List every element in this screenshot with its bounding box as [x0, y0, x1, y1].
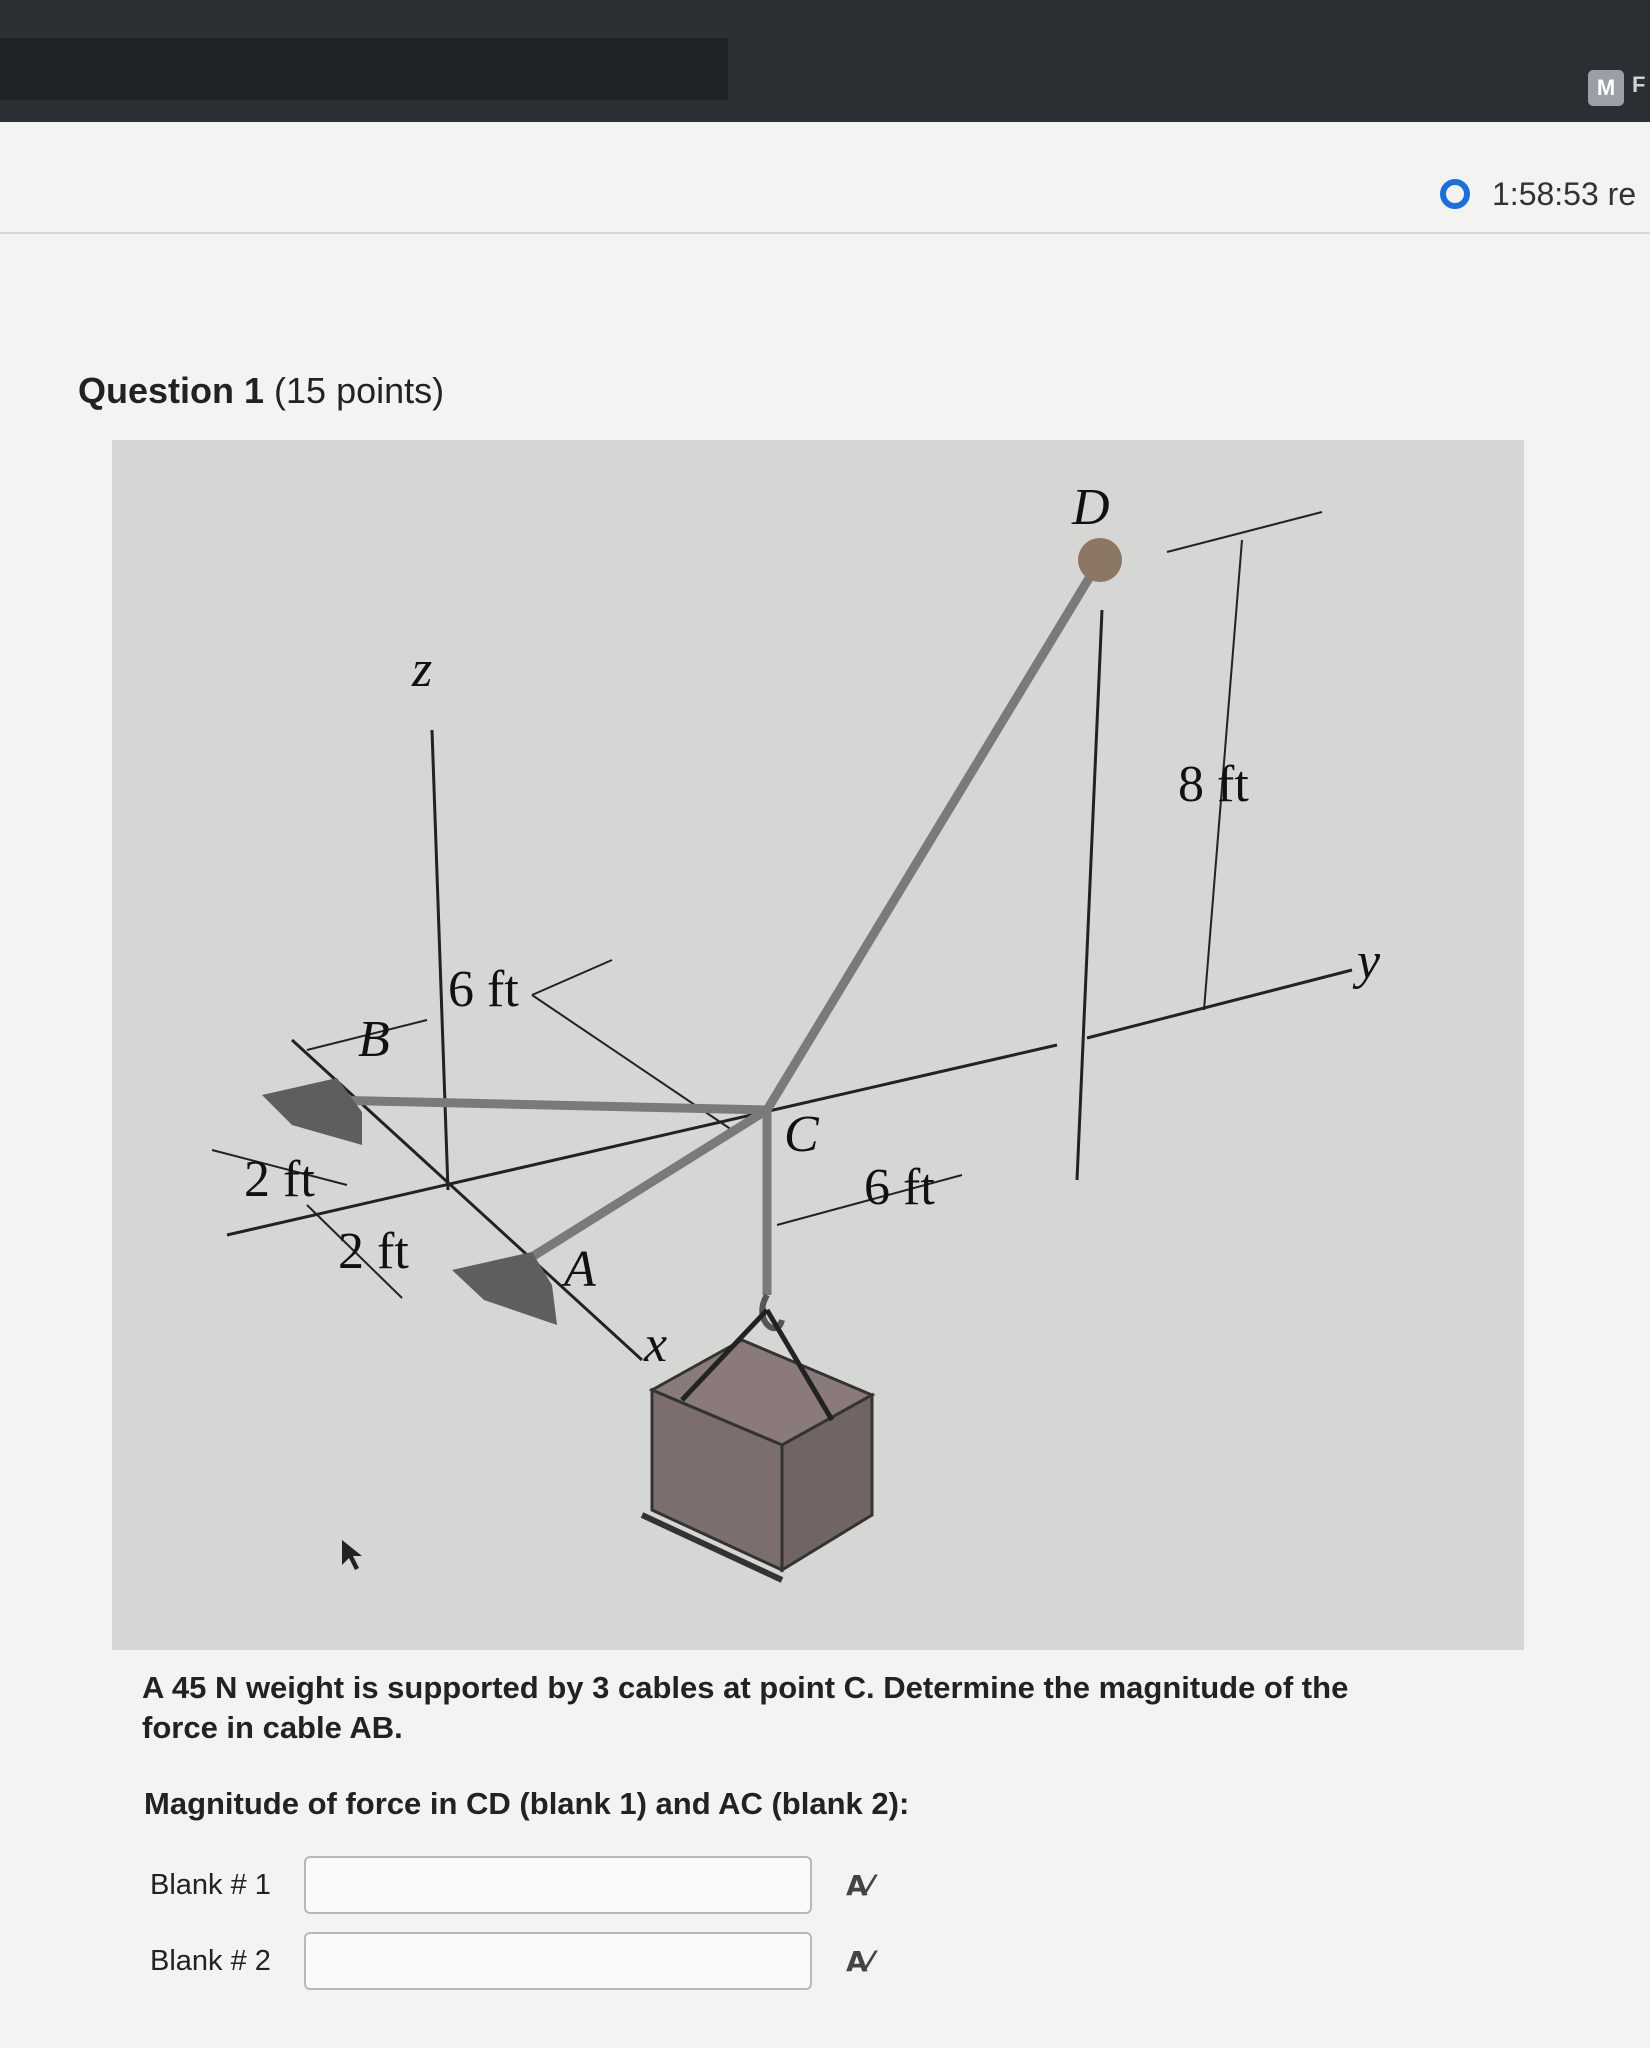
question-prompt: A 45 N weight is supported by 3 cables at point C. Determine the magnitude of the force in cable AB.	[142, 1670, 1349, 1745]
blank-1-label: Blank # 1	[150, 1868, 271, 1901]
blank-row-2	[150, 1932, 872, 1990]
user-avatar[interactable]: M	[1588, 70, 1624, 106]
bracket-b	[262, 1078, 362, 1145]
z-axis	[432, 730, 448, 1190]
y-axis-far	[1087, 970, 1352, 1038]
label-a: A	[564, 1241, 596, 1298]
cable-bc	[327, 1100, 767, 1110]
cable-cd	[767, 565, 1097, 1110]
label-d: D	[1072, 479, 1110, 536]
mouse-cursor-icon	[342, 1540, 362, 1570]
dim-arrow-6ft-top	[532, 960, 612, 995]
spell-check-icon[interactable]: A⁄	[846, 1868, 873, 1902]
timer-text: 1:58:53 re	[1492, 175, 1637, 212]
spell-check-icon[interactable]: A⁄	[846, 1944, 873, 1978]
label-x: x	[644, 1316, 668, 1373]
question-points: (15 points)	[274, 370, 445, 411]
question-instruction: Magnitude of force in CD (blank 1) and AC (blank 2):	[144, 1786, 910, 1821]
label-z: z	[412, 641, 433, 698]
question-title	[78, 370, 444, 412]
dim-top-8ft	[1167, 512, 1322, 552]
blank-1-input[interactable]	[304, 1856, 812, 1914]
label-y: y	[1357, 933, 1381, 990]
user-name-fragment[interactable]: F	[1632, 72, 1646, 97]
cable-ac	[527, 1110, 767, 1260]
header-divider	[0, 232, 1650, 234]
support-d	[1078, 538, 1122, 582]
label-6ft-top: 6 ft	[448, 961, 519, 1018]
top-bar	[0, 0, 1650, 122]
x-axis	[292, 1040, 642, 1360]
label-6ft-right: 6 ft	[864, 1159, 935, 1216]
question-number: Question 1	[78, 370, 265, 411]
top-bar-panel	[0, 38, 728, 100]
cable-diagram	[112, 440, 1524, 1650]
bracket-a	[452, 1252, 557, 1325]
blank-2-label: Blank # 2	[150, 1944, 271, 1977]
blank-row-1	[150, 1856, 872, 1914]
label-c: C	[784, 1106, 819, 1163]
d-vertical-line	[1077, 610, 1102, 1180]
question-figure	[112, 440, 1524, 1650]
label-8ft: 8 ft	[1178, 756, 1249, 813]
quiz-timer	[1440, 172, 1636, 216]
blank-2-input[interactable]	[304, 1932, 812, 1990]
label-b: B	[358, 1011, 390, 1068]
label-2ft-left: 2 ft	[244, 1151, 315, 1208]
label-2ft-bottom: 2 ft	[338, 1223, 409, 1280]
timer-icon	[1440, 179, 1470, 209]
